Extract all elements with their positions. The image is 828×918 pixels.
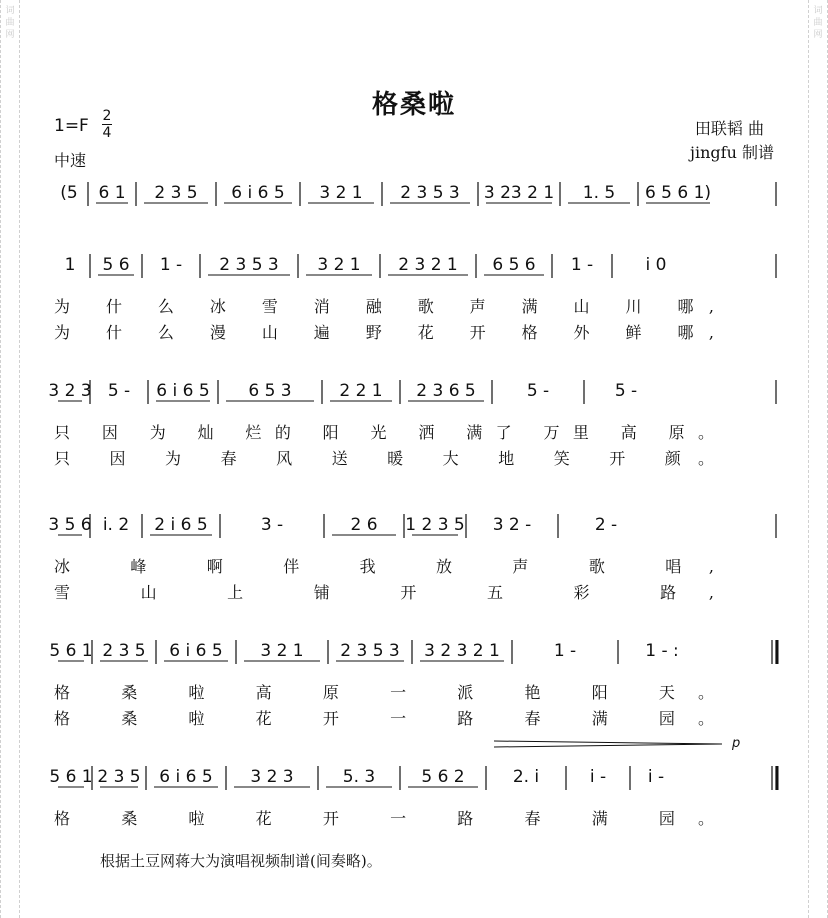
measure-notes: 5 6 <box>102 255 130 275</box>
decrescendo-hairpin <box>494 741 722 747</box>
measure-notes: 2 3 5 <box>102 641 146 661</box>
measure-notes: 2 i 6 5 <box>154 515 208 535</box>
watermark-char: 曲 <box>5 18 15 28</box>
measure-notes: 3 2 1 <box>260 641 304 661</box>
measure-notes: 2 3 5 <box>154 183 198 203</box>
measure-notes: 3 5 6 <box>48 515 92 535</box>
measure-notes: 3 2 3 <box>48 381 92 401</box>
score-line <box>60 182 776 206</box>
measure-notes: 6 i 6 5 <box>156 381 210 401</box>
meter-bottom: 4 <box>102 125 112 141</box>
watermark-char: 曲 <box>813 18 823 28</box>
measure-notes: 1 - <box>570 255 594 275</box>
measure-notes: 3 2 1 <box>317 255 361 275</box>
measure-notes: 2 3 6 5 <box>416 381 476 401</box>
measure-notes: 6 i 6 5 <box>169 641 223 661</box>
measure-notes: 6 5 6 1) <box>644 183 712 203</box>
measure-notes: 6 i 6 5 <box>231 183 285 203</box>
measure-notes: i 0 <box>645 255 667 275</box>
lyric-line: 格 桑 啦 花 开 一 路 春 满 园。 <box>54 709 714 728</box>
meter-top: 2 <box>102 108 112 124</box>
measure-notes: 2 2 1 <box>339 381 383 401</box>
measure-notes: i. 2 <box>102 515 130 535</box>
lyric-line: 只 因 为 灿 烂的 阳 光 洒 满了 万里 高 原。 <box>54 423 714 442</box>
score-line <box>49 640 777 728</box>
measure-notes: 1. 5 <box>582 183 616 203</box>
measure-notes: 5 - <box>526 381 550 401</box>
measure-notes: 3 - <box>260 515 284 535</box>
measure-notes: 2 3 5 <box>97 767 141 787</box>
key-signature: 1=F <box>54 116 89 136</box>
score-line <box>49 766 777 828</box>
lyric-line: 格 桑 啦 高 原 一 派 艳 阳 天。 <box>54 683 714 702</box>
measure-notes: 2. i <box>512 767 540 787</box>
measure-notes: 3 2 1 <box>319 183 363 203</box>
measure-notes: 1 2 3 5 <box>405 515 465 535</box>
lyric-line: 只 因 为 春 风 送 暖 大 地 笑 开 颜。 <box>54 449 715 468</box>
arranger-credit: jingfu 制谱 <box>690 143 774 162</box>
footer-note: 根据土豆网蒋大为演唱视频制谱(间奏略)。 <box>100 852 382 870</box>
lyric-line: 为 什 么 漫 山 遍 野 花 开 格 外 鲜 哪, <box>54 323 714 342</box>
measure-notes: 2 3 2 1 <box>398 255 458 275</box>
score-line <box>54 254 776 342</box>
measure-notes: 2 - <box>594 515 618 535</box>
measure-notes: 5 - <box>614 381 638 401</box>
song-title: 格桑啦 <box>371 90 456 120</box>
measure-notes: 1 - <box>159 255 183 275</box>
measure-notes: 6 i 6 5 <box>159 767 213 787</box>
tempo-marking: 中速 <box>54 151 87 170</box>
measure-notes: 5 6 2 <box>421 767 465 787</box>
lyric-line: 冰 峰 啊 伴 我 放 声 歌 唱, <box>54 557 714 576</box>
score-lines <box>48 182 777 828</box>
measure-notes: 5. 3 <box>342 767 376 787</box>
composer-credit: 田联韬 曲 <box>694 119 764 138</box>
measure-notes: 3 2 3 2 1 <box>424 641 500 661</box>
score-line <box>48 514 776 602</box>
measure-notes: 2 3 5 3 <box>400 183 460 203</box>
measure-notes: 5 - <box>107 381 131 401</box>
measure-notes: 5 6 1 <box>49 641 93 661</box>
measure-notes: 6 5 3 <box>248 381 292 401</box>
measure-notes: 5 6 1 <box>49 767 93 787</box>
lyric-line: 为 什 么 冰 雪 消 融 歌 声 满 山 川 哪, <box>54 297 714 316</box>
measure-notes: 3 2 3 <box>250 767 294 787</box>
measure-notes: 3 2 - <box>492 515 532 535</box>
measure-notes: (5 <box>60 183 78 203</box>
dynamic-marking: p <box>732 736 741 751</box>
measure-notes: 2 3 5 3 <box>219 255 279 275</box>
measure-notes: 1 - <box>553 641 577 661</box>
measure-notes: 6 1 <box>98 183 126 203</box>
lyric-line: 雪 山 上 铺 开 五 彩 路, <box>54 583 714 602</box>
measure-notes: 1 <box>64 255 76 275</box>
measure-notes: i - <box>589 767 607 787</box>
measure-notes: 6 5 6 <box>492 255 536 275</box>
measure-notes: 1 - : <box>645 641 679 661</box>
watermark-char: 网 <box>5 30 15 40</box>
measure-notes: i - <box>647 767 665 787</box>
measure-notes: 2 3 5 3 <box>340 641 400 661</box>
measure-notes: 3 23 2 1 <box>483 183 555 203</box>
score-line <box>48 380 776 468</box>
watermark-char: 词 <box>813 6 823 16</box>
measure-notes: 2 6 <box>350 515 378 535</box>
lyric-line: 格 桑 啦 花 开 一 路 春 满 园。 <box>54 809 714 828</box>
watermark-char: 词 <box>5 6 15 16</box>
watermark-char: 网 <box>813 30 823 40</box>
